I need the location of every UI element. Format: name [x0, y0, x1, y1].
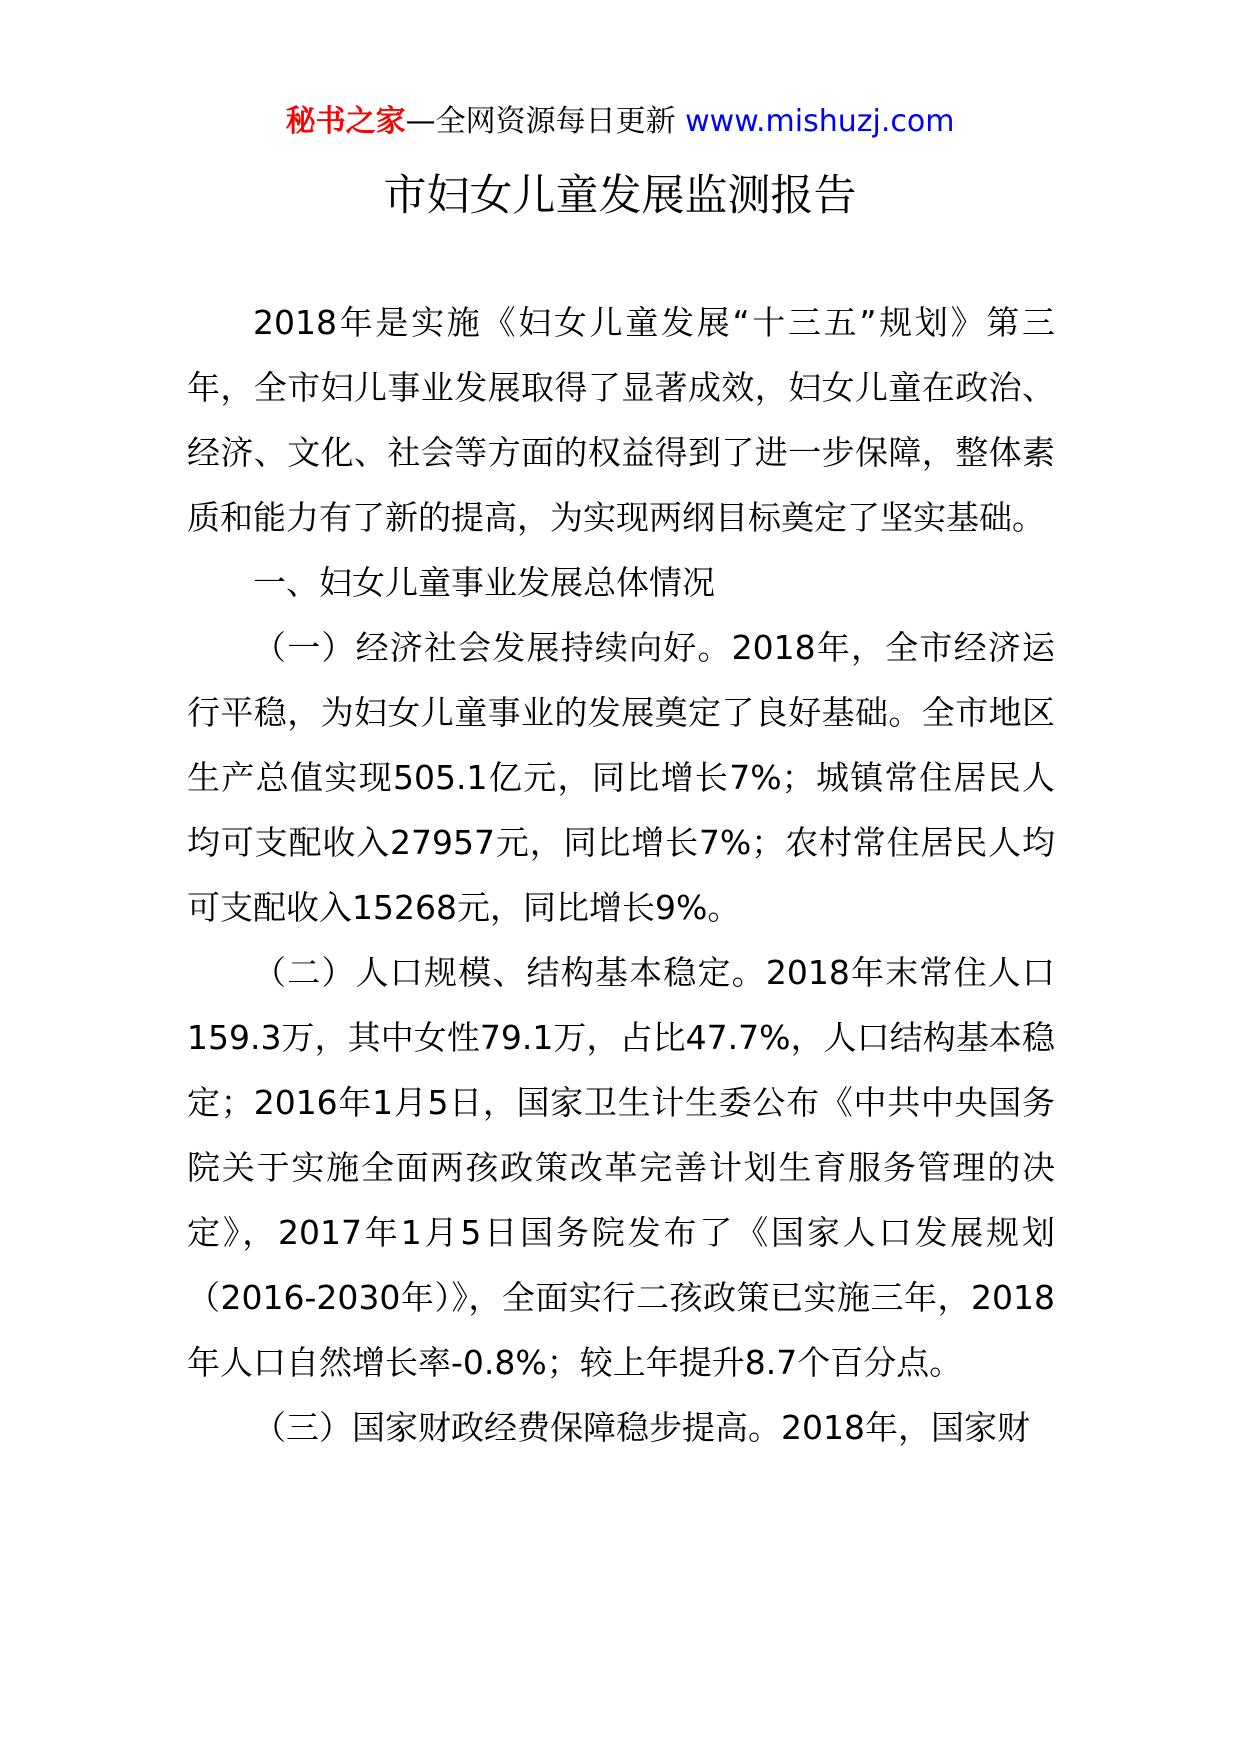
document-title: 市妇女儿童发展监测报告	[383, 171, 857, 221]
brand-name: 秘书之家	[285, 104, 406, 139]
paragraph-economy: （一）经济社会发展持续向好。2018年，全市经济运行平稳，为妇女儿童事业的发展奠定了良好基础。全市地区生产总值实现505.1亿元，同比增长7%；城镇常住居民人均可支配收入27957元，同比增长7%；农村常住居民人均可支配收入15268元，同比增长9%。	[187, 628, 1055, 927]
header-slogan: —全网资源每日更新	[405, 104, 686, 139]
paragraph-intro: 2018年是实施《妇女儿童发展“十三五”规划》第三年，全市妇儿事业发展取得了显著成效，妇女儿童在政治、经济、文化、社会等方面的权益得到了进一步保障，整体素质和能力有了新的提高，为实现两纲目标奠定了坚实基础。	[187, 303, 1055, 537]
section-heading: 一、妇女儿童事业发展总体情况	[253, 563, 715, 602]
site-url-link[interactable]: www.mishuzj.com	[685, 104, 955, 139]
document-body	[187, 290, 1055, 1460]
site-header	[0, 102, 1240, 142]
paragraph-finance: （三）国家财政经费保障稳步提高。2018年，国家财	[253, 1408, 1030, 1447]
paragraph-population: （二）人口规模、结构基本稳定。2018年末常住人口159.3万，其中女性79.1万，占比47.7%，人口结构基本稳定；2016年1月5日，国家卫生计生委公布《中共中央国务院关于实施全面两孩政策改革完善计划生育服务管理的决定》，2017年1月5日国务院发布了《国家人口发展规划（2016-2030年）》，全面实行二孩政策已实施三年，2018年人口自然增长率-0.8%；较上年提升8.7个百分点。	[187, 953, 1055, 1382]
